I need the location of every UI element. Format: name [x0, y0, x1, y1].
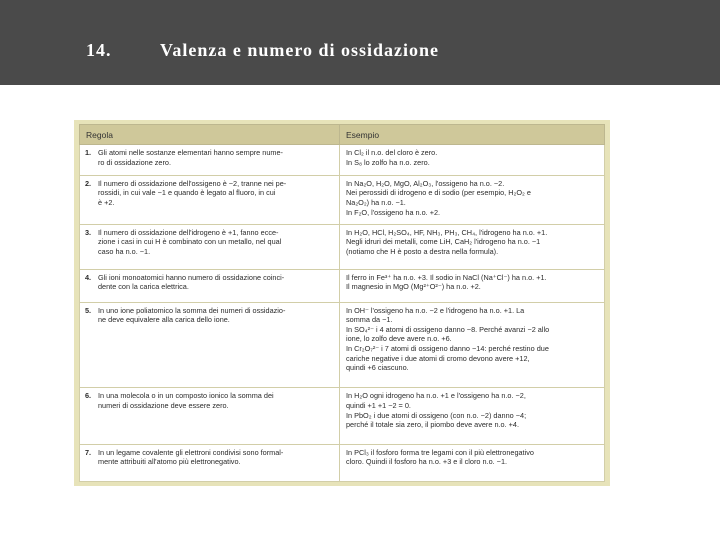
example-text-line: In S₈ lo zolfo ha n.o. zero. — [346, 157, 430, 167]
rule-text-line: numeri di ossidazione deve essere zero. — [98, 401, 229, 411]
slide-title: Valenza e numero di ossidazione — [160, 40, 440, 60]
rule-text-line: dente con la carica elettrica. — [98, 282, 189, 292]
rule-text-line: In un legame covalente gli elettroni condivisi sono formal- — [98, 447, 284, 457]
rule-cell — [80, 269, 340, 302]
table-row — [80, 224, 605, 269]
table-row — [80, 302, 605, 388]
example-text-line: cariche negative i due atomi di cromo devono avere +12, — [346, 353, 530, 363]
slide-number: 14. — [86, 40, 112, 60]
rule-text-line: Il numero di ossidazione dell'ossigeno è −2, tranne nei pe- — [98, 178, 287, 188]
example-text-line: In OH⁻ l'ossigeno ha n.o. −2 e l'idrogeno ha n.o. +1. La — [346, 305, 525, 315]
table-row — [80, 388, 605, 444]
example-text-line: perché il totale sia zero, il piombo deve avere n.o. +4. — [346, 420, 519, 430]
rule-cell — [80, 175, 340, 224]
example-text-line: quindi +1 +1 −2 = 0. — [346, 401, 411, 411]
example-text-line: In Cl₂ il n.o. del cloro è zero. — [346, 148, 438, 157]
rule-number: 5. — [85, 305, 92, 315]
example-text-line: Na₂O₂) ha n.o. −1. — [346, 197, 406, 207]
rule-number: 3. — [85, 227, 92, 237]
header-regola: Regola — [80, 125, 340, 145]
rules-table — [79, 124, 605, 482]
rule-number: 4. — [85, 272, 92, 282]
example-text-line: In H₂O ogni idrogeno ha n.o. +1 e l'ossigeno ha n.o. −2, — [346, 391, 526, 401]
example-text-line: In Cr₂O₇²⁻ i 7 atomi di ossigeno danno −14: perché restino due — [346, 344, 549, 354]
example-text-line: In PbO₂ i due atomi di ossigeno (con n.o. −2) danno −4; — [346, 410, 527, 420]
example-cell — [340, 302, 605, 388]
rule-cell — [80, 302, 340, 388]
example-text-line: somma da −1. — [346, 315, 393, 325]
table-row — [80, 269, 605, 302]
example-text-line: (notiamo che H è posto a destra nella formula). — [346, 246, 499, 256]
rule-text-line: In una molecola o in un composto ionico la somma dei — [98, 391, 274, 401]
example-text-line: cloro. Quindi il fosforo ha n.o. +3 e il cloro n.o. −1. — [346, 457, 508, 467]
table-row — [80, 444, 605, 481]
rule-cell — [80, 444, 340, 481]
example-cell — [340, 145, 605, 176]
example-cell — [340, 224, 605, 269]
example-cell — [340, 175, 605, 224]
example-text-line: ione, lo zolfo deve avere n.o. +6. — [346, 334, 452, 344]
rule-text-line: zione i casi in cui H è combinato con un metallo, nel qual — [98, 237, 282, 247]
slide-header — [0, 0, 720, 85]
rule-number: 6. — [85, 391, 92, 401]
rule-number: 2. — [85, 178, 92, 188]
rule-text-line: ne deve equivalere alla carica dello ione. — [98, 315, 230, 325]
example-cell — [340, 444, 605, 481]
rule-cell — [80, 388, 340, 444]
example-text-line: Il magnesio in MgO (Mg²⁺O²⁻) ha n.o. +2. — [346, 282, 481, 292]
rule-text-line: rossidi, in cui vale −1 e quando è legato al fluoro, in cui — [98, 188, 276, 198]
rule-number: 7. — [85, 447, 92, 457]
table-row — [80, 175, 605, 224]
rule-text-line: Gli atomi nelle sostanze elementari hanno sempre nume- — [98, 148, 283, 157]
rule-text-line: è +2. — [98, 197, 115, 207]
rule-text-line: mente attribuiti all'atomo più elettronegativo. — [98, 457, 241, 467]
example-text-line: In F₂O, l'ossigeno ha n.o. +2. — [346, 207, 441, 217]
table-row — [80, 145, 605, 176]
rule-text-line: Gli ioni monoatomici hanno numero di ossidazione coinci- — [98, 272, 285, 282]
rule-cell — [80, 224, 340, 269]
example-text-line: In Na₂O, H₂O, MgO, Al₂O₃, l'ossigeno ha n.o. −2. — [346, 178, 505, 188]
rule-number: 1. — [85, 148, 92, 157]
example-text-line: Negli idruri dei metalli, come LiH, CaH₂ l'idrogeno ha n.o. −1 — [346, 237, 541, 247]
example-text-line: quindi +6 ciascuno. — [346, 363, 409, 373]
example-text-line: In PCl₃ il fosforo forma tre legami con il più elettronegativo — [346, 447, 534, 457]
example-text-line: Nei perossidi di idrogeno e di sodio (per esempio, H₂O₂ e — [346, 188, 531, 198]
rule-cell — [80, 145, 340, 176]
header-esempio: Esempio — [340, 125, 605, 145]
table-header-row — [80, 125, 605, 145]
example-cell — [340, 269, 605, 302]
rules-table-frame — [74, 120, 610, 486]
rule-text-line: In uno ione poliatomico la somma dei numeri di ossidazio- — [98, 305, 286, 315]
example-text-line: In H₂O, HCl, H₂SO₄, HF, NH₃, PH₃, CH₄, l'idrogeno ha n.o. +1. — [346, 227, 548, 237]
example-cell — [340, 388, 605, 444]
example-text-line: Il ferro in Fe³⁺ ha n.o. +3. Il sodio in NaCl (Na⁺Cl⁻) ha n.o. +1. — [346, 272, 547, 282]
rule-text-line: caso ha n.o. −1. — [98, 246, 151, 256]
example-text-line: In SO₄²⁻ i 4 atomi di ossigeno danno −8. Perché avanzi −2 allo — [346, 324, 550, 334]
rule-text-line: ro di ossidazione zero. — [98, 157, 172, 167]
rule-text-line: Il numero di ossidazione dell'idrogeno è +1, fanno ecce- — [98, 227, 279, 237]
